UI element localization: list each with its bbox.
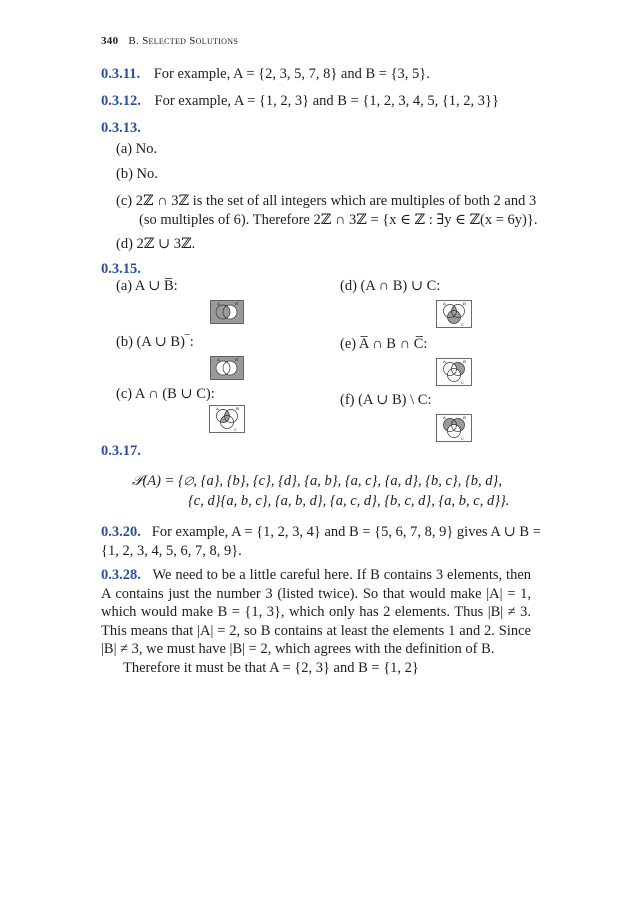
venn-label-a: A bbox=[443, 359, 446, 364]
exercise-number: 0.3.20. bbox=[101, 524, 141, 540]
solution-line5: |B| ≠ 3, we must have |B| = 2, which agrees with the definition of B. bbox=[101, 641, 495, 657]
venn-diagram-c bbox=[209, 405, 245, 433]
power-set-line1: 𝒫(A) = {∅, {a}, {b}, {c}, {d}, {a, b}, {a, c}, {a, d}, {b, c}, {b, d}, bbox=[132, 473, 502, 489]
venn-label-c: C bbox=[234, 427, 238, 432]
exercise-number: 0.3.11. bbox=[101, 66, 141, 82]
venn-diagram-b bbox=[210, 356, 244, 380]
venn-label-a: A bbox=[443, 301, 446, 306]
solution-line2: {1, 2, 3, 4, 5, 6, 7, 8, 9}. bbox=[101, 542, 242, 559]
part-b: (b) No. bbox=[116, 166, 158, 182]
venn-label-b: B bbox=[236, 406, 239, 411]
venn-label-b: B bbox=[463, 359, 466, 364]
running-header bbox=[101, 35, 238, 47]
power-set-line2: {c, d}{a, b, c}, {a, b, d}, {a, c, d}, {b, c, d}, {a, b, c, d}}. bbox=[188, 493, 510, 509]
venn-caption-a: (a) A ∪ B̅: bbox=[116, 278, 178, 294]
venn-label-c: C bbox=[461, 380, 465, 385]
exercise-number: 0.3.13. bbox=[101, 120, 141, 136]
solution-line3: which would make B = {1, 3}, which only has 2 elements. Thus |B| ≠ 3. bbox=[101, 604, 531, 620]
solution-line2: A contains just the number 3 (listed twice). So that would make |A| = 1, bbox=[101, 585, 531, 602]
venn-caption-c: (c) A ∩ (B ∪ C): bbox=[116, 386, 215, 402]
venn-label-a: A bbox=[217, 301, 220, 306]
solution-line1: For example, A = {1, 2, 3, 4} and B = {5, 6, 7, 8, 9} gives A ∪ B = bbox=[151, 524, 541, 540]
exercise-number: 0.3.12. bbox=[101, 93, 141, 109]
venn-caption-e: (e) A̅ ∩ B ∩ C̅: bbox=[340, 336, 428, 352]
exercise-number: 0.3.15. bbox=[101, 261, 141, 277]
venn-label-b: B bbox=[235, 301, 238, 306]
part-d: (d) 2ℤ ∪ 3ℤ. bbox=[116, 236, 196, 252]
solution-0-3-11 bbox=[101, 66, 430, 83]
venn-diagram-d bbox=[436, 300, 472, 328]
venn-caption-b: (b) (A ∪ B)‾: bbox=[116, 334, 194, 350]
venn-label-a: A bbox=[216, 406, 219, 411]
venn-label-a: A bbox=[217, 357, 220, 362]
solution-line1: We need to be a little careful here. If B contains 3 elements, then bbox=[152, 567, 532, 583]
solution-line4: This means that |A| = 2, so B contains at least the elements 1 and 2. Since bbox=[101, 622, 531, 639]
solution-line6: Therefore it must be that A = {2, 3} and B = {1, 2} bbox=[123, 659, 419, 676]
venn-diagram-f bbox=[436, 414, 472, 442]
venn-label-b: B bbox=[463, 415, 466, 420]
venn-caption-d: (d) (A ∩ B) ∪ C: bbox=[340, 278, 441, 294]
running-title: B. Selected Solutions bbox=[128, 35, 239, 47]
solution-0-3-13-number bbox=[101, 120, 141, 137]
solution-0-3-12 bbox=[101, 93, 499, 110]
part-a: (a) No. bbox=[116, 141, 158, 157]
venn-label-c: C bbox=[461, 436, 465, 441]
venn-diagram-e bbox=[436, 358, 472, 386]
venn-diagram-a bbox=[210, 300, 244, 324]
part-c-line2: (so multiples of 6). Therefore 2ℤ ∩ 3ℤ = {x ∈ ℤ : ∃y ∈ ℤ(x = 6y)}. bbox=[139, 212, 538, 228]
venn-label-b: B bbox=[235, 357, 238, 362]
exercise-number: 0.3.17. bbox=[101, 443, 141, 459]
venn-caption-f: (f) (A ∪ B) \ C: bbox=[340, 392, 432, 408]
solution-0-3-28 bbox=[101, 566, 531, 677]
solution-0-3-17-number bbox=[101, 443, 141, 460]
venn-label-b: B bbox=[463, 301, 466, 306]
exercise-number: 0.3.28. bbox=[101, 567, 141, 583]
solution-text: For example, A = {2, 3, 5, 7, 8} and B = {3, 5}. bbox=[153, 66, 430, 82]
page-number: 340 bbox=[101, 35, 119, 47]
solution-0-3-20 bbox=[101, 523, 541, 560]
solution-text: For example, A = {1, 2, 3} and B = {1, 2, 3, 4, 5, {1, 2, 3}} bbox=[154, 93, 499, 109]
part-c-line1: (c) 2ℤ ∩ 3ℤ is the set of all integers which are multiples of both 2 and 3 bbox=[116, 193, 537, 209]
solution-0-3-15-number bbox=[101, 261, 141, 278]
venn-label-a: A bbox=[443, 415, 446, 420]
venn-label-c: C bbox=[461, 322, 465, 327]
